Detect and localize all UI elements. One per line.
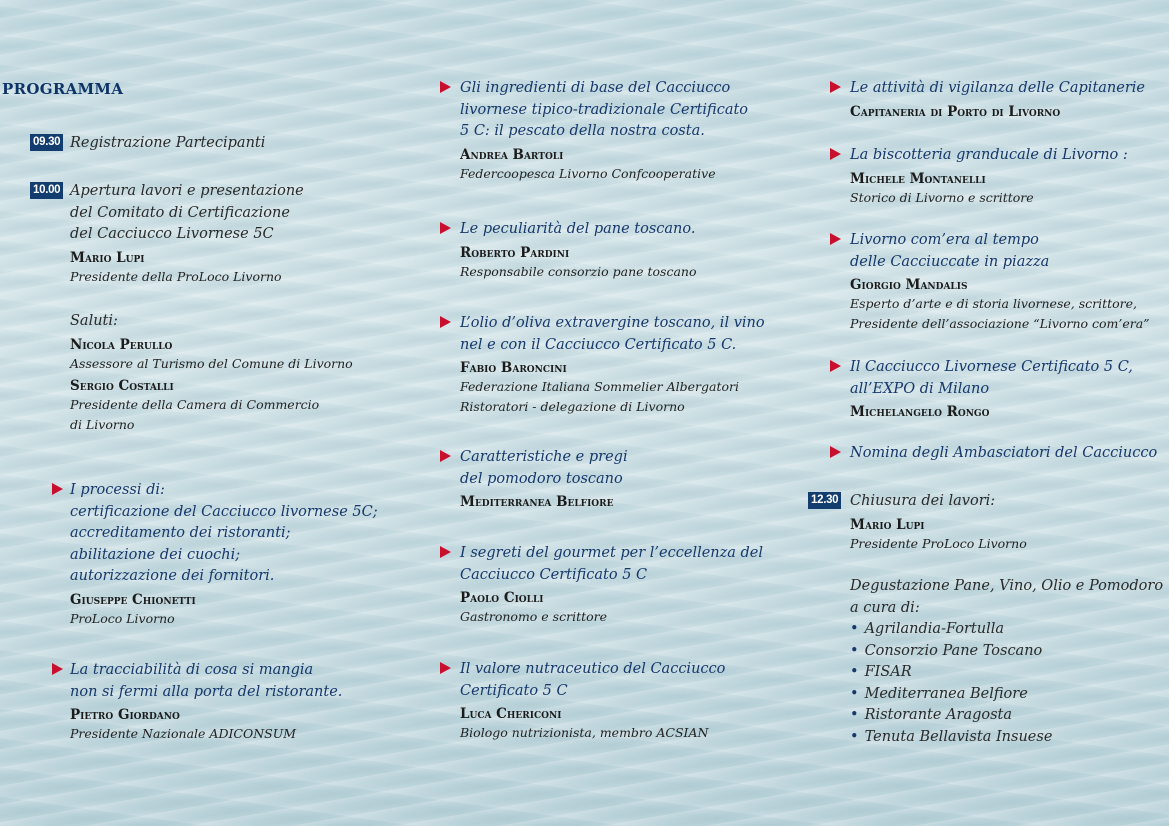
arrow-right-icon bbox=[830, 446, 841, 458]
speaker-name: Mario Lupi bbox=[70, 249, 145, 266]
greetings-section bbox=[30, 311, 390, 435]
talk-title-line: 5 C: il pescato della nostra costa. bbox=[460, 123, 705, 139]
speaker-name: Luca Chericoni bbox=[460, 706, 562, 722]
talk-title-line: Cacciucco Certificato 5 C bbox=[460, 566, 648, 583]
bullet-icon: • bbox=[850, 728, 859, 745]
speaker-role: di Livorno bbox=[70, 416, 135, 432]
speaker-role: Presidente della Camera di Commercio bbox=[70, 396, 320, 412]
talk-title-line: Il valore nutraceutico del Cacciucco bbox=[460, 661, 726, 677]
page-title: PROGRAMMA bbox=[2, 80, 124, 98]
talk-title-line: La biscotteria granducale di Livorno : bbox=[850, 147, 1128, 163]
time-badge: 10.00 bbox=[30, 182, 63, 199]
talk-title-line: I segreti del gourmet per l’eccellenza del bbox=[460, 545, 764, 561]
list-item: • Ristorante Aragosta bbox=[850, 707, 1013, 723]
sponsor-list bbox=[850, 619, 1165, 748]
speaker-name: Nicola Perullo bbox=[70, 336, 173, 353]
agenda-item-ingredients bbox=[440, 78, 790, 184]
talk-title-line: nel e con il Cacciucco Certificato 5 C. bbox=[460, 336, 737, 353]
bullet-icon: • bbox=[850, 685, 859, 702]
speaker-name: Roberto Pardini bbox=[460, 244, 570, 261]
agenda-title: Registrazione Partecipanti bbox=[70, 135, 266, 151]
talk-title-line: La tracciabilità di cosa si mangia bbox=[70, 662, 314, 678]
tasting-section bbox=[830, 576, 1165, 748]
talk-title-line: Nomina degli Ambasciatori del Cacciucco bbox=[850, 445, 1158, 461]
arrow-right-icon bbox=[830, 148, 841, 160]
speaker-role: ProLoco Livorno bbox=[70, 610, 175, 626]
speaker-name: Michele Montanelli bbox=[850, 170, 986, 187]
speaker-name: Andrea Bartoli bbox=[460, 146, 564, 163]
speaker-role: Federazione Italiana Sommelier Albergatori bbox=[460, 379, 739, 394]
talk-title-line: all’EXPO di Milano bbox=[850, 380, 990, 397]
speaker-role: Presidente Nazionale ADICONSUM bbox=[70, 726, 297, 741]
agenda-item-biscuits bbox=[830, 145, 1165, 208]
speaker-name: Pietro Giordano bbox=[70, 707, 180, 723]
agenda-item-ambassadors bbox=[830, 443, 1165, 465]
arrow-right-icon bbox=[440, 546, 451, 558]
talk-title-line: Gli ingredienti di base del Cacciucco bbox=[460, 80, 731, 96]
arrow-right-icon bbox=[440, 316, 451, 328]
arrow-right-icon bbox=[52, 663, 63, 675]
agenda-item-registration bbox=[30, 133, 390, 155]
agenda-item-opening bbox=[30, 181, 390, 287]
talk-title-line: Livorno com’era al tempo bbox=[850, 232, 1039, 248]
tasting-title-line: Degustazione Pane, Vino, Olio e Pomodoro bbox=[850, 578, 1164, 594]
speaker-name: Sergio Costalli bbox=[70, 377, 174, 394]
agenda-item-closing bbox=[808, 491, 1165, 554]
arrow-right-icon bbox=[440, 662, 451, 674]
agenda-item-traceability bbox=[30, 660, 390, 744]
list-item: • FISAR bbox=[850, 664, 912, 680]
bullet-icon: • bbox=[850, 664, 859, 680]
arrow-right-icon bbox=[440, 450, 451, 462]
arrow-right-icon bbox=[440, 81, 451, 93]
agenda-title-line: del Cacciucco Livornese 5C bbox=[70, 226, 274, 242]
talk-title-line: livornese tipico-tradizionale Certificato bbox=[460, 101, 749, 118]
agenda-item-livorno-history bbox=[830, 230, 1165, 334]
time-badge: 12.30 bbox=[808, 492, 841, 509]
agenda-item-gourmet bbox=[440, 543, 790, 627]
speaker-name: Mediterranea Belfiore bbox=[460, 494, 614, 510]
talk-title-line: delle Cacciuccate in piazza bbox=[850, 253, 1050, 270]
talk-title-line: Le peculiarità del pane toscano. bbox=[460, 221, 696, 237]
arrow-right-icon bbox=[830, 233, 841, 245]
greetings-label: Saluti: bbox=[70, 313, 118, 329]
arrow-right-icon bbox=[440, 222, 451, 234]
time-badge: 09.30 bbox=[30, 134, 63, 151]
talk-title-line: accreditamento dei ristoranti; bbox=[70, 525, 291, 541]
talk-title-line: Le attività di vigilanza delle Capitanerie bbox=[850, 80, 1145, 96]
speaker-name: Fabio Baroncini bbox=[460, 360, 567, 376]
arrow-right-icon bbox=[830, 81, 841, 93]
talk-title-line: I processi di: bbox=[70, 482, 165, 498]
list-item: • Agrilandia-Fortulla bbox=[850, 621, 1004, 637]
agenda-title-line: Apertura lavori e presentazione bbox=[70, 183, 304, 199]
speaker-role: Presidente della ProLoco Livorno bbox=[70, 268, 282, 284]
list-item: • Tenuta Bellavista Insuese bbox=[850, 728, 1053, 745]
bullet-icon: • bbox=[850, 621, 859, 637]
talk-title-line: non si fermi alla porta del ristorante. bbox=[70, 683, 343, 700]
bullet-icon: • bbox=[850, 642, 859, 659]
speaker-name: Giorgio Mandalis bbox=[850, 277, 968, 293]
agenda-item-processes bbox=[30, 480, 390, 629]
speaker-role: Gastronomo e scrittore bbox=[460, 609, 608, 624]
agenda-item-oil-wine bbox=[440, 313, 790, 417]
talk-title-line: abilitazione dei cuochi; bbox=[70, 546, 241, 563]
arrow-right-icon bbox=[830, 360, 841, 372]
speaker-name: Michelangelo Rongo bbox=[850, 404, 990, 420]
speaker-role: Federcoopesca Livorno Confcooperative bbox=[460, 165, 716, 181]
speaker-name: Giuseppe Chionetti bbox=[70, 591, 196, 608]
talk-title-line: Caratteristiche e pregi bbox=[460, 449, 628, 465]
talk-title-line: certificazione del Cacciucco livornese 5C; bbox=[70, 503, 378, 520]
bullet-icon: • bbox=[850, 707, 859, 723]
talk-title-line: L’olio d’oliva extravergine toscano, il vino bbox=[460, 315, 765, 331]
agenda-title-line: del Comitato di Certificazione bbox=[70, 204, 290, 221]
agenda-title: Chiusura dei lavori: bbox=[850, 493, 996, 509]
speaker-role: Presidente dell’associazione “Livorno com’era” bbox=[850, 316, 1150, 331]
talk-title-line: del pomodoro toscano bbox=[460, 470, 623, 487]
speaker-role: Responsabile consorzio pane toscano bbox=[460, 263, 697, 279]
agenda-item-surveillance bbox=[830, 78, 1165, 121]
agenda-item-nutraceutical bbox=[440, 659, 790, 743]
speaker-role: Presidente ProLoco Livorno bbox=[850, 535, 1027, 551]
agenda-item-bread bbox=[440, 219, 790, 282]
talk-title-line: Certificato 5 C bbox=[460, 682, 568, 699]
list-item: • Mediterranea Belfiore bbox=[850, 685, 1028, 702]
agenda-item-expo bbox=[830, 357, 1165, 421]
speaker-role: Storico di Livorno e scrittore bbox=[850, 189, 1034, 205]
talk-title-line: autorizzazione dei fornitori. bbox=[70, 568, 275, 584]
agenda-item-tomato bbox=[440, 447, 790, 511]
speaker-role: Biologo nutrizionista, membro ACSIAN bbox=[460, 725, 709, 740]
speaker-role: Esperto d’arte e di storia livornese, scrittore, bbox=[850, 296, 1138, 311]
speaker-role: Assessore al Turismo del Comune di Livorno bbox=[70, 355, 353, 371]
tasting-title-line: a cura di: bbox=[850, 599, 920, 616]
speaker-name: Mario Lupi bbox=[850, 516, 925, 533]
speaker-name: Paolo Ciolli bbox=[460, 590, 544, 606]
speaker-role: Ristoratori - delegazione di Livorno bbox=[460, 399, 685, 414]
list-item: • Consorzio Pane Toscano bbox=[850, 642, 1043, 659]
talk-title-line: Il Cacciucco Livornese Certificato 5 C, bbox=[850, 359, 1133, 375]
arrow-right-icon bbox=[52, 483, 63, 495]
speaker-name: Capitaneria di Porto di Livorno bbox=[850, 103, 1061, 120]
